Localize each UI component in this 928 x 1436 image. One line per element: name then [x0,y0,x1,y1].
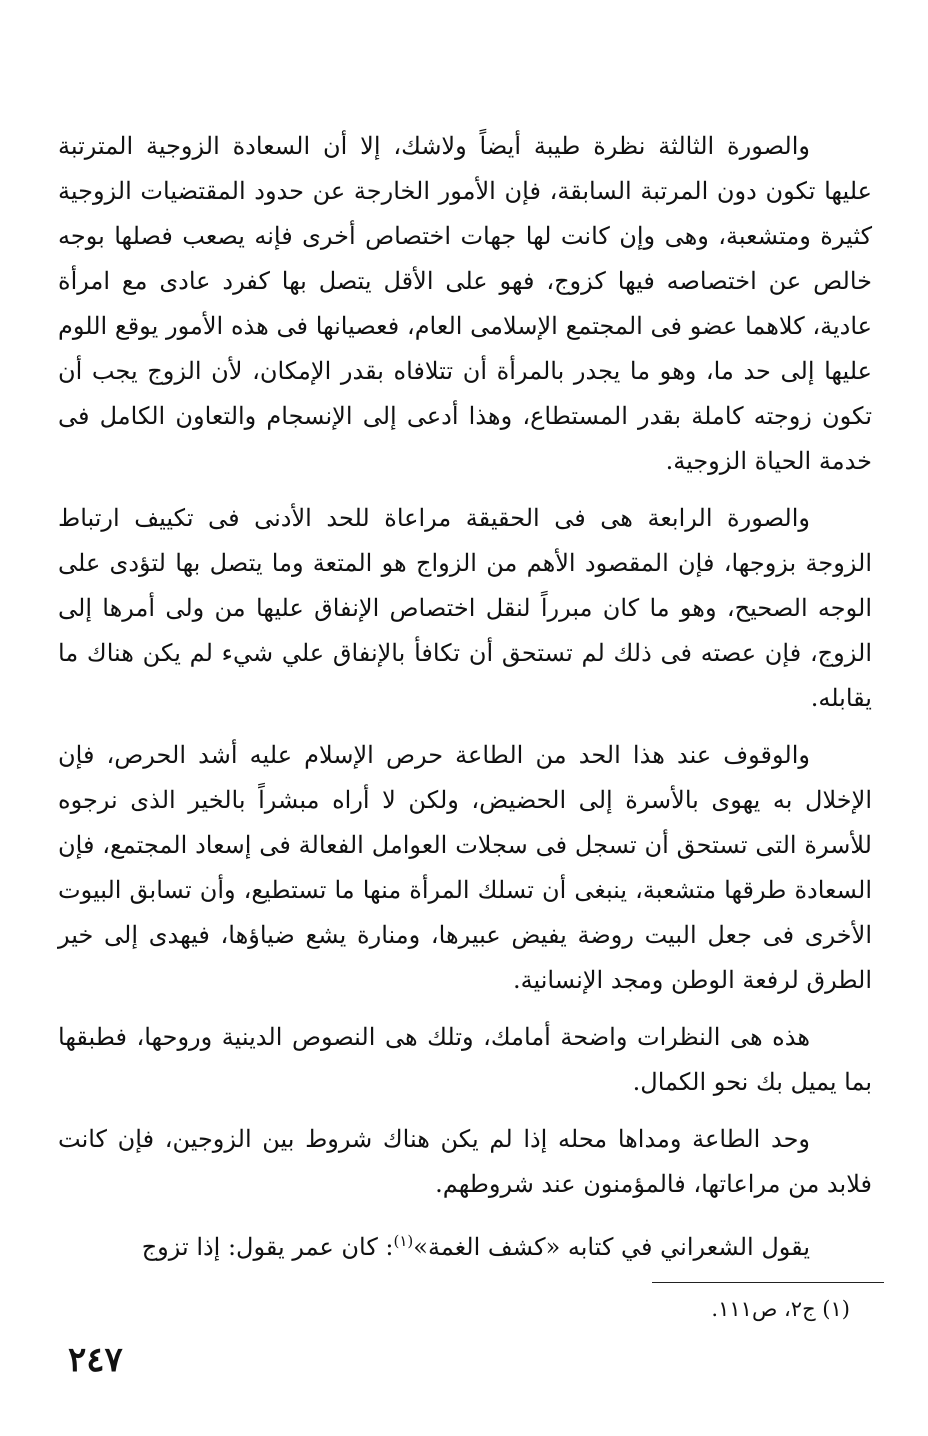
paragraph-4: هذه هى النظرات واضحة أمامك، وتلك هى النصوص الدينية وروحها، فطبقها بما يميل بك نحو الكمال. [58,1023,872,1096]
paragraph-5: وحد الطاعة ومداها محله إذا لم يكن هناك شروط بين الزوجين، فإن كانت فلابد من مراعاتها، فالمؤمنون عند شروطهم. [58,1125,872,1198]
paragraph-2: والصورة الرابعة هى فى الحقيقة مراعاة للحد الأدنى فى تكييف ارتباط الزوجة بزوجها، فإن المقصود الأهم من الزواج هو المتعة وما يتصل بها لتؤدى على الوجه الصحيح، وهو ما كان مبرراً لنقل اختصاص الإنفاق عليها من ولى أمرها إلى الزوج، فإن عصته فى ذلك لم تستحق أن تكافأ بالإنفاق علي شيء لم يكن هناك ما يقابله. [58,504,873,712]
paragraph-1: والصورة الثالثة نظرة طيبة أيضاً ولاشك، إلا أن السعادة الزوجية المترتبة عليها تكون دون المرتبة السابقة، فإن الأمور الخارجة عن حدود المقتضيات الزوجية كثيرة ومتشعبة، وهى وإن كانت لها جهات اختصاص أخرى فإنه يصعب فصلها بوجه خالص عن اختصاصه فيها كزوج، فهو على الأقل يتصل بها كفرد عادى مع امرأة عادية، كلاهما عضو فى المجتمع الإسلامى العام، فعصيانها فى هذه الأمور يوقع اللوم عليها إلى حد ما، وهو ما يجدر بالمرأة أن تتلافاه بقدر الإمكان، لأن الزوج يجب أن تكون زوجته كاملة بقدر المستطاع، وهذا أدعى إلى الإنسجام والتعاون الكامل فى خدمة الحياة الزوجية. [58,132,872,475]
paragraph-6 [58,1219,872,1270]
footnote: (١) ج٢، ص١١١. [711,1297,850,1321]
paragraph-3: والوقوف عند هذا الحد من الطاعة حرص الإسلام عليه أشد الحرص، فإن الإخلال به يهوى بالأسرة إلى الحضيض، ولكن لا أراه مبشراً بالخير الذى نرجوه للأسرة التى تستحق أن تسجل فى سجلات العوامل الفعالة فى إسعاد المجتمع، فإن السعادة طرقها متشعبة، ينبغى أن تسلك المرأة منها ما تستطيع، وأن تسابق البيوت الأخرى فى جعل البيت روضة يفيض عبيرها، ومنارة يشع ضياؤها، فيهدى إلى خير الطرق لرفعة الوطن ومجد الإنسانية. [58,741,872,994]
paragraph-6-start: يقول الشعراني في كتابه «كشف الغمة» [413,1233,810,1261]
page-number: ٢٤٧ [68,1340,123,1380]
footnote-marker: (١) [393,1232,414,1250]
paragraph-6-end: : كان عمر يقول: إذا تزوج [141,1233,394,1261]
footnote-divider [652,1282,884,1283]
body-text [58,124,872,1282]
